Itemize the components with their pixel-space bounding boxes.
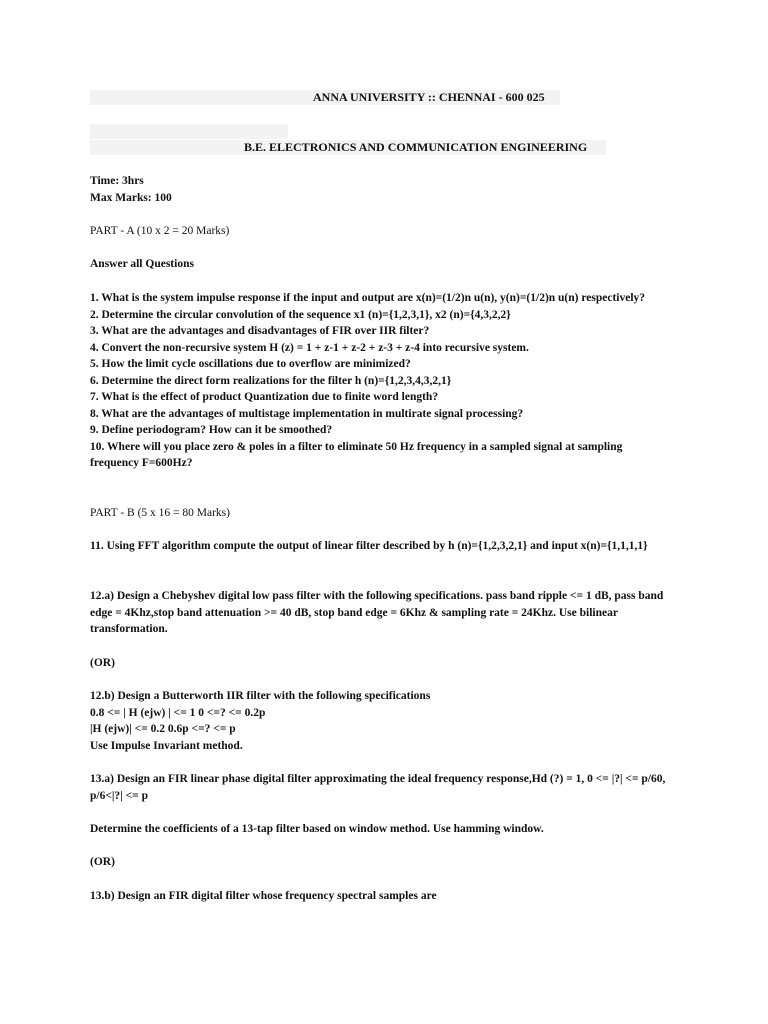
part-a-questions <box>90 290 730 472</box>
question-6: 6. Determine the direct form realizations for the filter h (n)={1,2,3,4,3,2,1} <box>90 374 452 387</box>
part-b-title: PART - B (5 x 16 = 80 Marks) <box>90 507 230 519</box>
question-13a: 13.a) Design an FIR linear phase digital filter approximating the ideal frequency response,Hd (?) = 1, 0 <= |?| <= p/60, p/6<|?| <= p <box>90 773 666 802</box>
question-7: 7. What is the effect of product Quantization due to finite word length? <box>90 391 439 403</box>
blank-highlight <box>90 124 288 139</box>
time-label: Time: 3hrs <box>90 175 144 187</box>
question-13b: 13.b) Design an FIR digital filter whose frequency spectral samples are <box>90 890 437 902</box>
question-12b-line-2: 0.8 <= | H (ejw) | <= 1 0 <=? <= 0.2p <box>90 707 266 719</box>
question-5: 5. How the limit cycle oscillations due to overflow are minimized? <box>90 358 411 370</box>
question-12b-line-1: 12.b) Design a Butterworth IIR filter with the following specifications <box>90 690 431 702</box>
question-8: 8. What are the advantages of multistage implementation in multirate signal processing? <box>90 407 524 420</box>
question-12b-line-4: Use Impulse Invariant method. <box>90 740 243 752</box>
max-marks-label: Max Marks: 100 <box>90 192 172 204</box>
question-12a: 12.a) Design a Chebyshev digital low pass filter with the following specifications. pass band ripple <= 1 dB, pass band edge = 4Khz,stop band attenuation >= 40 dB, stop band edge = 6Khz & sampling rate = 24Khz. Use bilinear transformation. <box>90 590 664 635</box>
question-2: 2. Determine the circular convolution of the sequence x1 (n)={1,2,3,1}, x2 (n)={4,3,2,2} <box>90 308 511 321</box>
or-separator-2: (OR) <box>90 856 115 868</box>
part-a-title: PART - A (10 x 2 = 20 Marks) <box>90 225 230 237</box>
question-10: 10. Where will you place zero & poles in a filter to eliminate 50 Hz frequency in a sampled signal at sampling frequency F=600Hz? <box>90 440 623 469</box>
or-separator-1: (OR) <box>90 657 115 669</box>
question-9: 9. Define periodogram? How can it be smoothed? <box>90 424 333 436</box>
question-11: 11. Using FFT algorithm compute the output of linear filter described by h (n)={1,2,3,2,1} and input x(n)={1,1,1,1} <box>90 540 648 552</box>
question-13a-detail: Determine the coefficients of a 13-tap filter based on window method. Use hamming window. <box>90 823 544 835</box>
degree-title: B.E. ELECTRONICS AND COMMUNICATION ENGINEERING <box>244 140 588 154</box>
university-title: ANNA UNIVERSITY :: CHENNAI - 600 025 <box>313 90 545 104</box>
question-3: 3. What are the advantages and disadvantages of FIR over IIR filter? <box>90 325 430 337</box>
question-1: 1. What is the system impulse response if the input and output are x(n)=(1/2)n u(n), y(n)=(1/2)n u(n) respectively? <box>90 292 646 304</box>
question-12b-line-3: |H (ejw)| <= 0.2 0.6p <=? <= p <box>90 723 236 735</box>
part-a-instruction: Answer all Questions <box>90 258 194 270</box>
question-4: 4. Convert the non-recursive system H (z) = 1 + z-1 + z-2 + z-3 + z-4 into recursive system. <box>90 341 529 354</box>
